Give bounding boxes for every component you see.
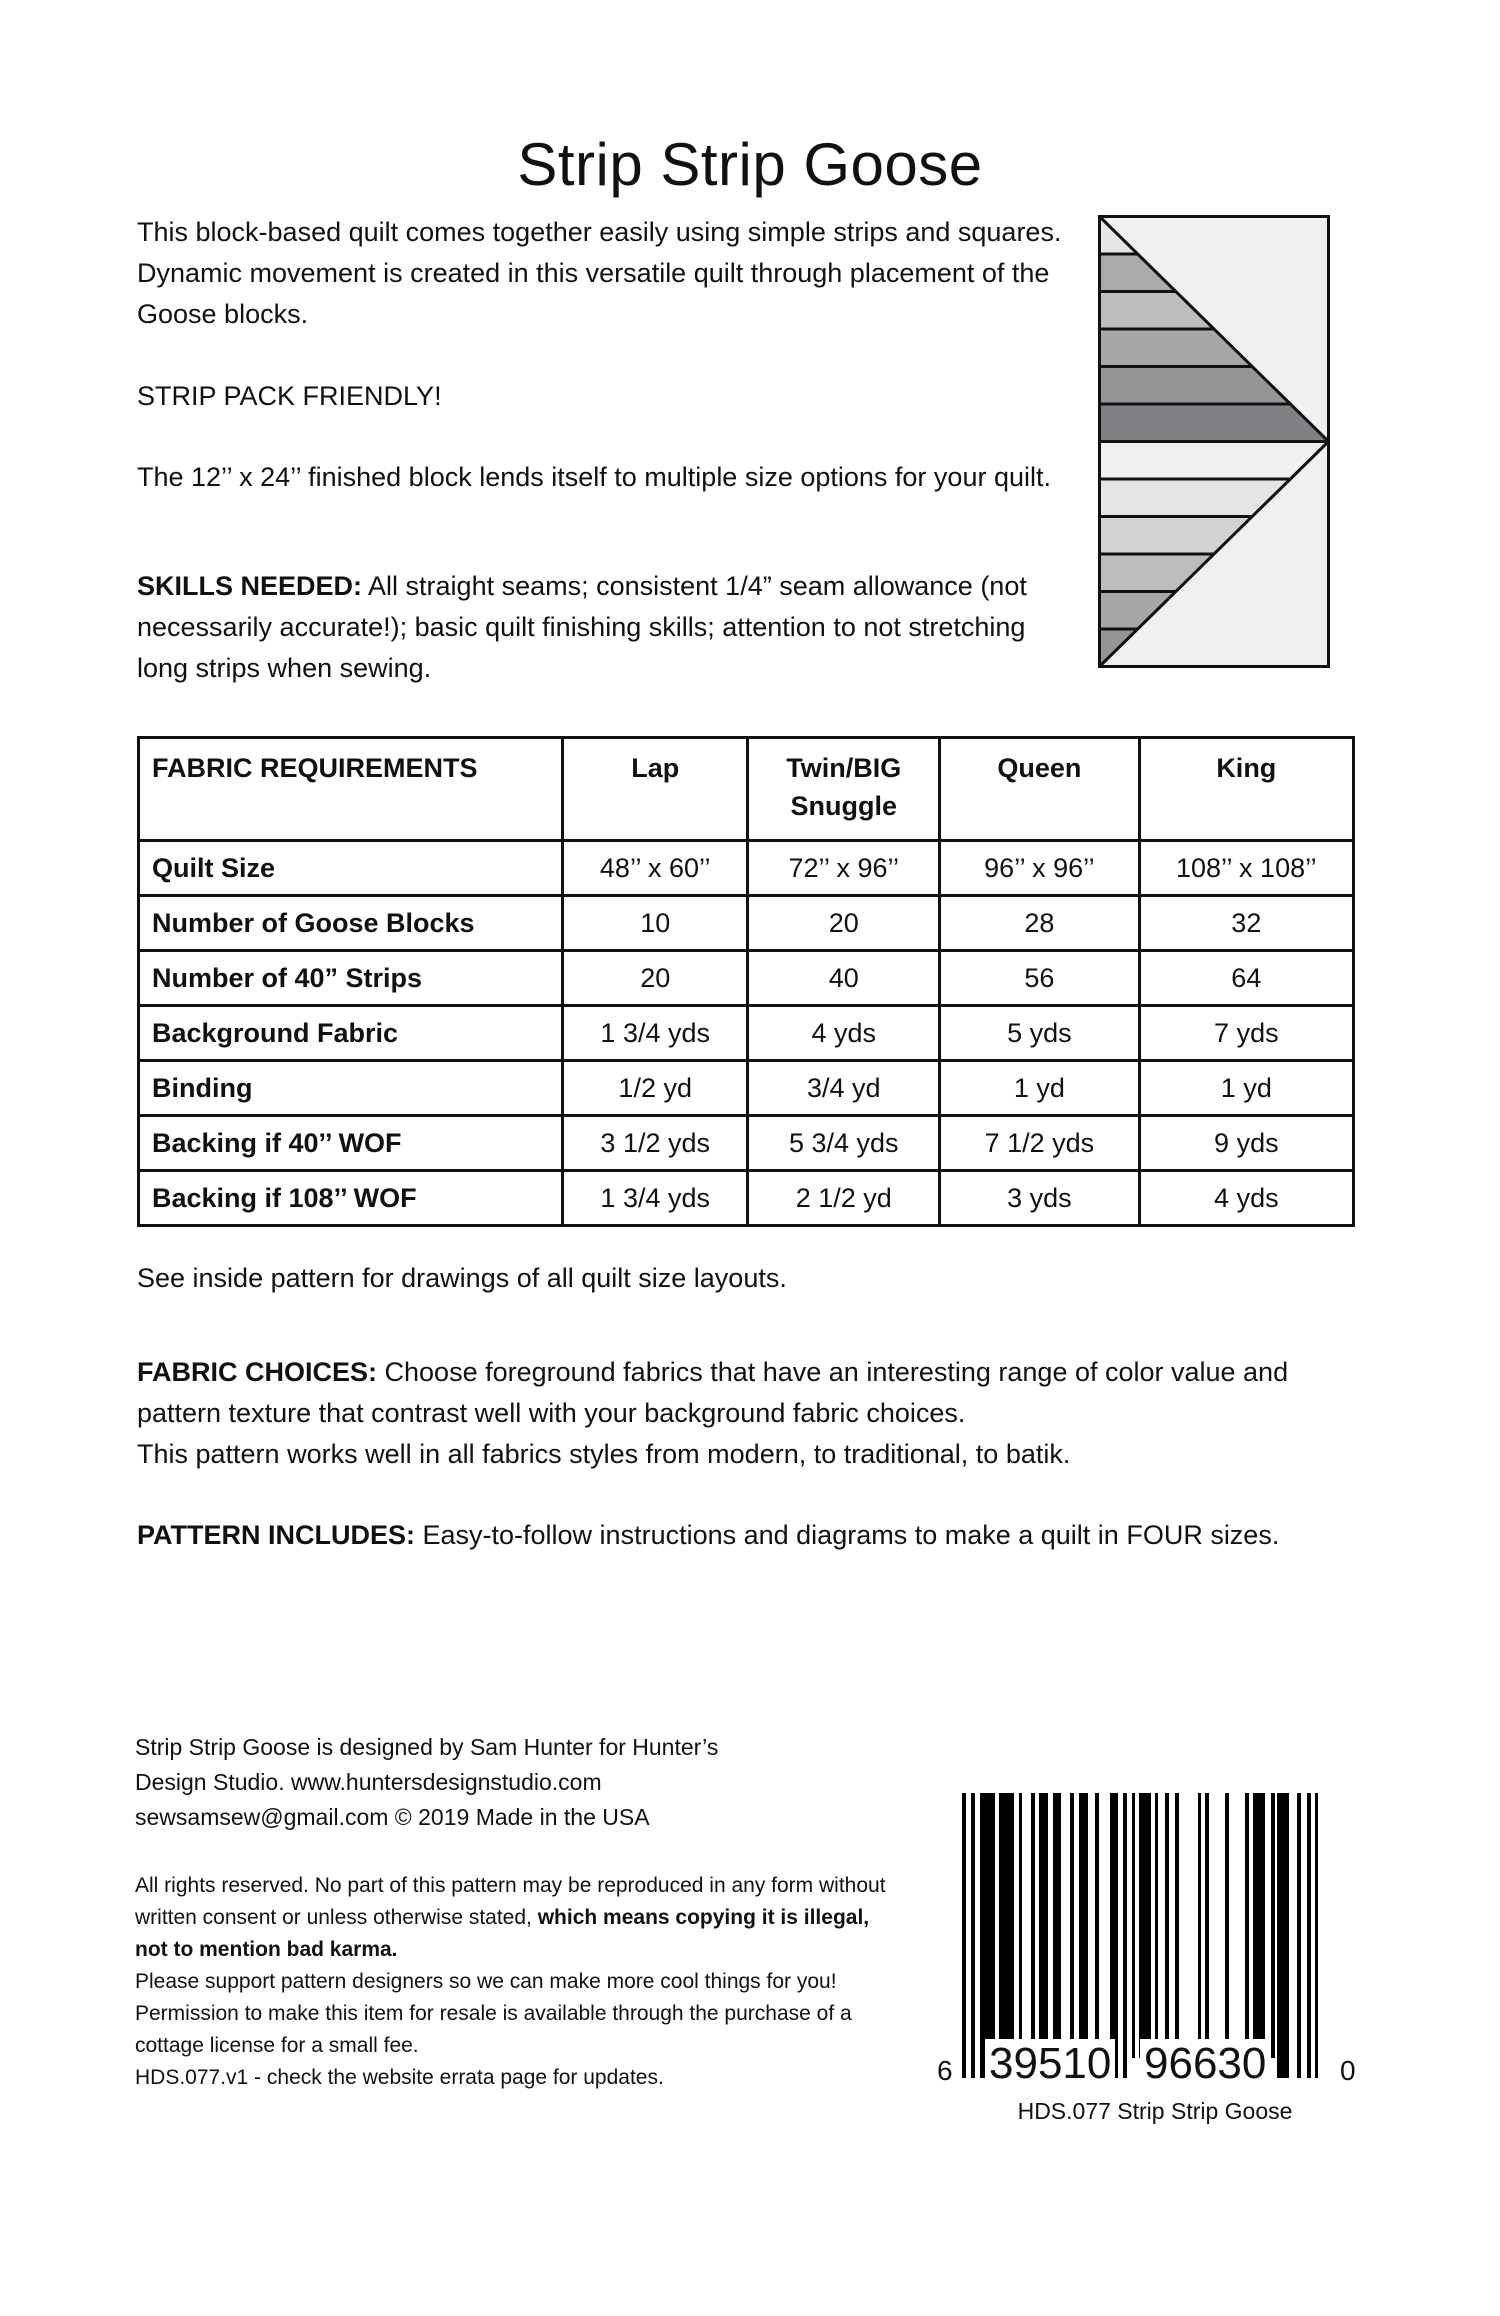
row-label: Background Fabric: [139, 1006, 563, 1061]
cell: 7 yds: [1139, 1006, 1353, 1061]
credits-line: sewsamsew@gmail.com © 2019 Made in the USA: [135, 1804, 650, 1830]
rights-permission: Permission to make this item for resale is available through the purchase of a cottage license for a small fee.: [135, 2002, 852, 2057]
row-label: Binding: [139, 1061, 563, 1116]
cell: 1 3/4 yds: [563, 1171, 748, 1226]
cell: 1 3/4 yds: [563, 1006, 748, 1061]
rights-support: Please support pattern designers so we can make more cool things for you!: [135, 1970, 837, 1993]
row-label: Number of Goose Blocks: [139, 896, 563, 951]
page-title: Strip Strip Goose: [517, 131, 983, 198]
header-king: King: [1139, 738, 1353, 841]
barcode-digit-right: 0: [1340, 2055, 1356, 2086]
cell: 72’’ x 96’’: [748, 841, 940, 896]
cell: 7 1/2 yds: [940, 1116, 1140, 1171]
barcode-digit-left: 6: [937, 2055, 953, 2086]
header-twin-line1: Twin/BIG: [786, 753, 902, 783]
pattern-includes-label: PATTERN INCLUDES:: [137, 1520, 415, 1550]
cell: 4 yds: [1139, 1171, 1353, 1226]
credits-line: Design Studio. www.huntersdesignstudio.com: [135, 1769, 602, 1795]
sku-label: HDS.077 Strip Strip Goose: [1017, 2098, 1293, 2124]
fabric-choices-styles: This pattern works well in all fabrics styles from modern, to traditional, to batik.: [137, 1439, 1071, 1469]
row-label: Backing if 40’’ WOF: [139, 1116, 563, 1171]
barcode-digits: [935, 2039, 1375, 2093]
cell: 5 yds: [940, 1006, 1140, 1061]
header-lap: Lap: [563, 738, 748, 841]
pattern-includes-paragraph: [137, 1515, 1377, 1556]
intro-paragraph: This block-based quilt comes together easily using simple strips and squares. Dynamic movement is created in this versatile quilt through placement of the Goose blocks.: [137, 217, 1062, 329]
rights-bold: which means copying it is illegal, not to mention bad karma.: [135, 1906, 870, 1961]
cell: 28: [940, 896, 1140, 951]
credits-line: Strip Strip Goose is designed by Sam Hunter for Hunter’s: [135, 1734, 719, 1760]
row-label: Number of 40” Strips: [139, 951, 563, 1006]
cell: 1 yd: [1139, 1061, 1353, 1116]
cell: 40: [748, 951, 940, 1006]
fabric-choices-label: FABRIC CHOICES:: [137, 1357, 378, 1387]
row-label: Quilt Size: [139, 841, 563, 896]
header-twin: [748, 738, 940, 841]
fabric-choices-text: Choose foreground fabrics that have an interesting range of color value and pattern texture that contrast well with your background fabric choices.: [137, 1357, 1289, 1428]
cell: 2 1/2 yd: [748, 1171, 940, 1226]
table-row: [139, 1006, 1354, 1061]
cell: 3 yds: [940, 1171, 1140, 1226]
cell: 1 yd: [940, 1061, 1140, 1116]
fabric-choices-paragraph: [137, 1352, 1377, 1475]
strip-pack-note: STRIP PACK FRIENDLY!: [137, 381, 442, 411]
rights-errata: HDS.077.v1 - check the website errata page for updates.: [135, 2066, 664, 2089]
header-queen: Queen: [940, 738, 1140, 841]
row-label: Backing if 108’’ WOF: [139, 1171, 563, 1226]
cell: 5 3/4 yds: [748, 1116, 940, 1171]
cell: 3/4 yd: [748, 1061, 940, 1116]
table-row: [139, 1171, 1354, 1226]
skills-text: All straight seams; consistent 1/4” seam allowance (not necessarily accurate!); basic quilt finishing skills; attention to not stretching long strips when sewing.: [137, 571, 1027, 683]
header-fabric-requirements: FABRIC REQUIREMENTS: [139, 738, 563, 841]
table-row: [139, 1116, 1354, 1171]
copyright-notice: [135, 1870, 895, 2094]
cell: 56: [940, 951, 1140, 1006]
header-twin-line2: Snuggle: [790, 791, 898, 821]
cell: 48’’ x 60’’: [563, 841, 748, 896]
goose-block-diagram: [1098, 215, 1330, 668]
skills-paragraph: [137, 566, 1077, 689]
cell: 96’’ x 96’’: [940, 841, 1140, 896]
designer-credits: [135, 1730, 895, 1835]
barcode-group-2: 96630: [1140, 2039, 1270, 2089]
table-header-row: [139, 738, 1354, 841]
cell: 20: [563, 951, 748, 1006]
see-inside-note: See inside pattern for drawings of all quilt size layouts.: [137, 1263, 787, 1293]
table-row: [139, 1061, 1354, 1116]
cell: 32: [1139, 896, 1353, 951]
cell: 20: [748, 896, 940, 951]
cell: 4 yds: [748, 1006, 940, 1061]
table-row: [139, 896, 1354, 951]
rights-text: All rights reserved. No part of this pattern may be reproduced in any form without written consent or unless otherwise stated,: [135, 1874, 886, 1929]
cell: 64: [1139, 951, 1353, 1006]
pattern-includes-text: Easy-to-follow instructions and diagrams to make a quilt in FOUR sizes.: [415, 1520, 1280, 1550]
table-row: [139, 951, 1354, 1006]
cell: 1/2 yd: [563, 1061, 748, 1116]
cell: 10: [563, 896, 748, 951]
cell: 3 1/2 yds: [563, 1116, 748, 1171]
block-size-paragraph: The 12’’ x 24’’ finished block lends itself to multiple size options for your quilt.: [137, 462, 1051, 492]
cell: 108’’ x 108’’: [1139, 841, 1353, 896]
table-row: [139, 841, 1354, 896]
cell: 9 yds: [1139, 1116, 1353, 1171]
fabric-requirements-table: [137, 736, 1355, 1227]
skills-label: SKILLS NEEDED:: [137, 571, 363, 601]
barcode-group-1: 39510: [985, 2039, 1115, 2089]
